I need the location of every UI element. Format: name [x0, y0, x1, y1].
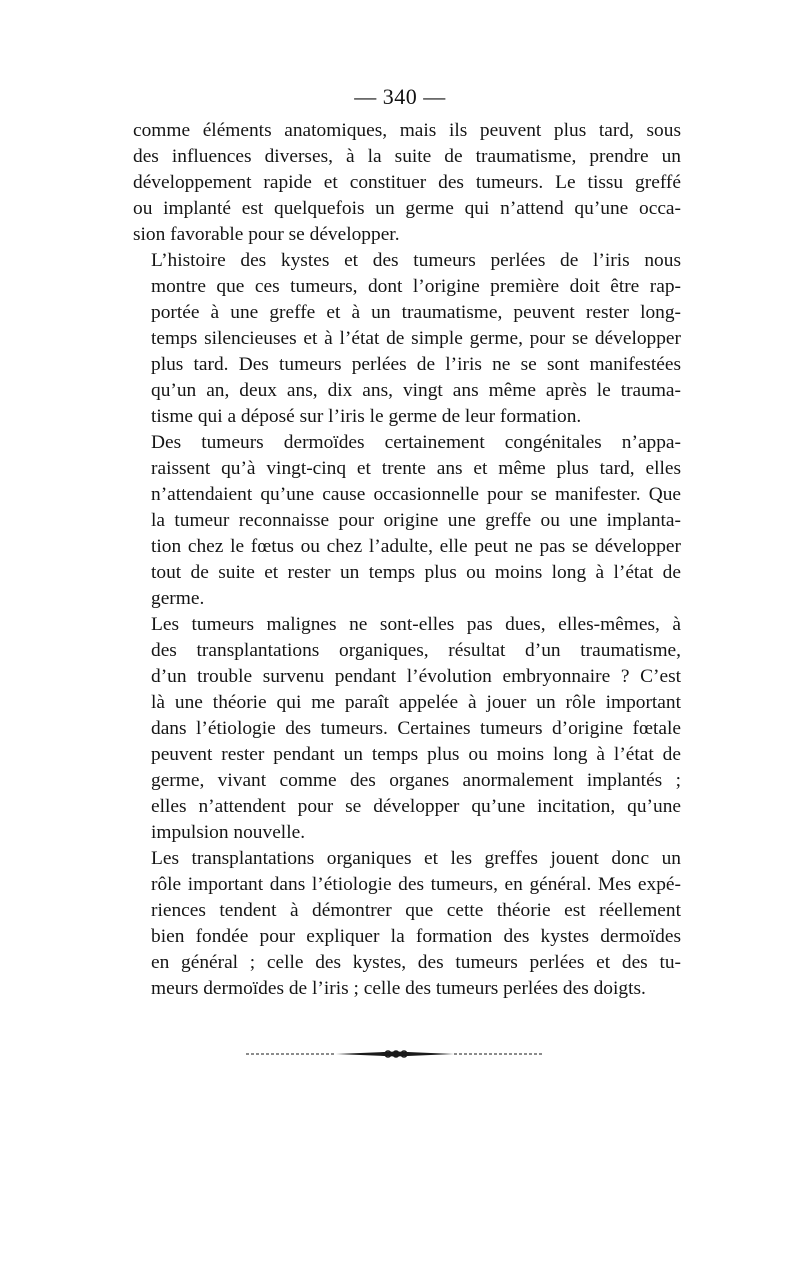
body-text [133, 118, 681, 1002]
text-line: n’attendaient qu’une cause occasionnelle pour se manifester. Que [151, 484, 681, 505]
text-line: comme éléments anatomiques, mais ils peuvent plus tard, sous [133, 120, 681, 141]
text-line: impulsion nouvelle. [151, 822, 306, 843]
text-line: la tumeur reconnaisse pour origine une greffe ou une implanta- [151, 510, 681, 531]
text-line: en général ; celle des kystes, des tumeurs perlées et des tu- [151, 952, 681, 973]
text-line: peuvent rester pendant un temps plus ou moins long à l’état de [151, 744, 681, 765]
text-line: Les tumeurs malignes ne sont-elles pas dues, elles-mêmes, à [151, 614, 681, 635]
text-line: tion chez le fœtus ou chez l’adulte, elle peut ne pas se développer [151, 536, 681, 557]
text-line: tisme qui a déposé sur l’iris le germe de leur formation. [151, 406, 582, 427]
text-line: germe. [151, 588, 205, 609]
text-line: germe, vivant comme des organes anormalement implantés ; [151, 770, 681, 791]
text-line: raissent qu’à vingt-cinq et trente ans et même plus tard, elles [151, 458, 681, 479]
text-line: Des tumeurs dermoïdes certainement congénitales n’appa- [151, 432, 681, 453]
text-line: dans l’étiologie des tumeurs. Certaines tumeurs d’origine fœtale [151, 718, 681, 739]
text-line: des transplantations organiques, résultat d’un traumatisme, [151, 640, 681, 661]
page-number: — 340 — [354, 84, 446, 109]
text-line: là une théorie qui me paraît appelée à jouer un rôle important [151, 692, 681, 713]
text-line: qu’un an, deux ans, dix ans, vingt ans même après le trauma- [151, 380, 681, 401]
text-line: rôle important dans l’étiologie des tumeurs, en général. Mes expé- [151, 874, 681, 895]
text-line: bien fondée pour expliquer la formation des kystes dermoïdes [151, 926, 681, 947]
text-line: montre que ces tumeurs, dont l’origine première doit être rap- [151, 276, 681, 297]
paragraph [133, 248, 681, 430]
text-line: ou implanté est quelquefois un germe qui n’attend qu’une occa- [133, 198, 681, 219]
text-line: des influences diverses, à la suite de traumatisme, prendre un [133, 146, 681, 167]
text-line: développement rapide et constituer des tumeurs. Le tissu greffé [133, 172, 681, 193]
text-line: L’histoire des kystes et des tumeurs perlées de l’iris nous [151, 250, 681, 271]
text-line: temps silencieuses et à l’état de simple germe, pour se développer [151, 328, 681, 349]
paragraph [133, 846, 681, 1002]
text-line: elles n’attendent pour se développer qu’une incitation, qu’une [151, 796, 681, 817]
text-line: meurs dermoïdes de l’iris ; celle des tumeurs perlées des doigts. [151, 978, 646, 999]
text-line: tout de suite et rester un temps plus ou moins long à l’état de [151, 562, 681, 583]
text-line: plus tard. Des tumeurs perlées de l’iris ne se sont manifestées [151, 354, 681, 375]
text-line: sion favorable pour se développer. [133, 224, 400, 245]
text-line: riences tendent à démontrer que cette théorie est réellement [151, 900, 681, 921]
paragraph [133, 118, 681, 248]
paragraph [133, 612, 681, 846]
text-line: d’un trouble survenu pendant l’évolution embryonnaire ? C’est [151, 666, 681, 687]
paragraph [133, 430, 681, 612]
tail-piece-ornament-icon [246, 1048, 544, 1058]
text-line: portée à une greffe et à un traumatisme, peuvent rester long- [151, 302, 681, 323]
text-line: Les transplantations organiques et les greffes jouent donc un [151, 848, 681, 869]
